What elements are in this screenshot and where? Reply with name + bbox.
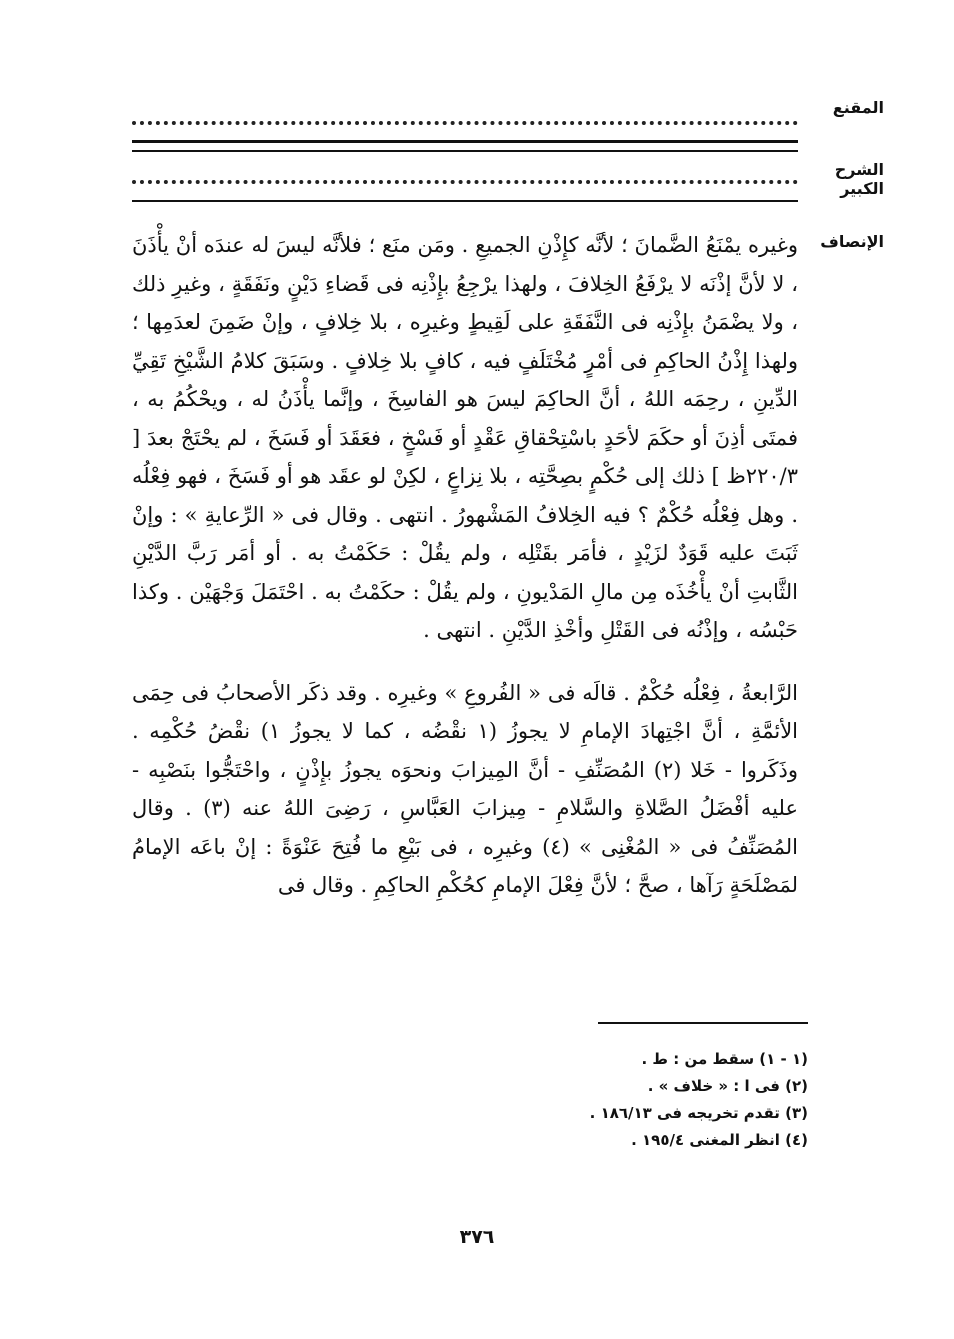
footnote-3: (٣) تقدم تخريجه فى ١٨٦/١٣ . [589, 1104, 808, 1122]
section-label-muqni: المقنع [832, 98, 884, 117]
muqni-placeholder-dots [132, 121, 798, 125]
section-label-sharh: الشرح الكبير [834, 160, 884, 198]
paragraph-1: وغيره يمْنَعُ الضَّمانَ ؛ لأنَّه كإِذْنِ الجميعِ . ومَن منَع ؛ فلأنَّه ليسَ له عندَه أنْ يأْذَنَ ، لا لأنَّ إذْنَه لا يرْفَعُ الخِلافَ ، ولهذا يرْجِعُ بإِذْنِه فى قَضاءِ دَيْنٍ ونَفَقَةٍ ، وغيرِ ذلك ، ولا يضْمَنُ بإِذْنِه فى النَّفَقَةِ على لَقِيطٍ وغيرِه ، بلا خِلافٍ ، وإنْ ضَمِنَ لعدَمِها ؛ ولهذا إِذْنُ الحاكِمِ فى أمْرٍ مُخْتَلَفٍ فيه ، كافٍ بلا خِلافٍ . وسَبَقَ كلامُ الشَّيْخِ تَقِيِّ الدِّينِ ، رحِمَه اللهُ ، أنَّ الحاكِمَ ليسَ هو الفاسِخَ ، وإنَّما يأْذَنُ له ، ويحْكُمُ به ، فمتَى أذِنَ أو حكَمَ لأحَدٍ باسْتِحْقاقِ عَقْدٍ أو فَسْخٍ ، فعَقَدَ أو فَسَخَ ، لم يحْتَجْ بعدَ [ ٢٢٠/٣ظ ] ذلك إلى حُكْمٍ بصِحَّتِه ، بلا نِزاعٍ ، لكِنْ لو عقَد هو أو فَسَخَ ، فهو فِعْلُه . وهل فِعْلُه حُكْمٌ ؟ فيه الخِلافُ المَشْهورُ . انتهى . وقال فى « الرِّعايةِ » : وإنْ ثَبَتَ عليه قَوَدٌ لزَيْدٍ ، فأمَر بقَتْلِه ، ولم يقُلْ : حَكَمْتُ به . أو أمَر رَبَّ الدَّيْنِ الثَّابتِ أنْ يأْخُذَه مِن مالِ المَدْيونِ ، ولم يقُلْ : حكَمْتُ به . احْتَمَلَ وَجْهَيْن . وكذا حَبْسُه ، وإذْنُه فى القَتْلِ وأخْذِ الدَّيْنِ . انتهى . [131, 233, 798, 642]
footnote-separator [598, 1022, 808, 1024]
insaf-body [132, 226, 798, 905]
footnote-4: (٤) انظر المغنى ١٩٥/٤ . [631, 1131, 808, 1149]
separator-rule-bottom [132, 150, 798, 152]
footnotes [288, 1046, 808, 1154]
separator-rule-top [132, 140, 798, 143]
footnote-2: (٢) فى ا : « خلاف » . [647, 1077, 808, 1095]
section-label-insaf: الإنصاف [820, 232, 884, 251]
sharh-placeholder-dots [132, 180, 798, 184]
page-number: ٣٧٦ [459, 1226, 495, 1248]
separator-rule-insaf [132, 200, 798, 202]
footnote-1: (١ - ١) سقط من : ط . [641, 1050, 808, 1068]
paragraph-2: الرَّابعةُ ، فِعْلُه حُكْمٌ . قالَه فى « الفُروعِ » وغيرِه . وقد ذكَر الأصحابُ فى حِمَى الأئمَّةِ ، أنَّ اجْتِهادَ الإمامِ لا يجوزُ (١ نقْضُه ، كما لا يجوزُ ١) نقْضُ حُكْمِه . وذَكَروا - خَلا (٢) المُصَنِّفِ - أنَّ المِيزابَ ونحوَه يجوزُ بإِذْنٍ ، واحْتَجُّوا بنَصْبِه - عليه أفْضَلُ الصَّلاةِ والسَّلامِ - مِيزابَ العَبَّاسِ ، رَضِىَ اللهُ عنه (٣) . وقال المُصَنِّفُ فى « المُغْنِى » (٤) وغيرِه ، فى بَيْعِ ما فُتِحَ عَنْوَةً : إنْ باعَه الإمامُ لمَصْلَحَةٍ رَآها ، صحَّ ؛ لأنَّ فِعْلَ الإمامِ كحُكْمِ الحاكِمِ . وقال فى [132, 680, 799, 897]
